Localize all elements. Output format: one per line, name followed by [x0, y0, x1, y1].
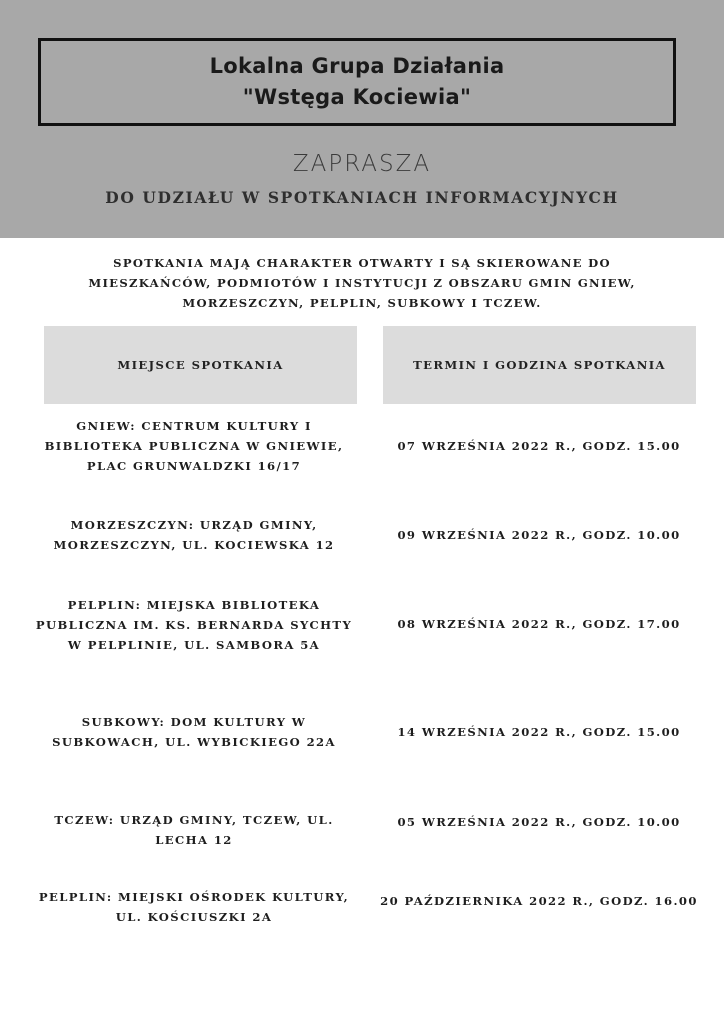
column-header-place: MIEJSCE SPOTKANIA — [44, 326, 357, 404]
title-line-1: Lokalna Grupa Działania — [209, 54, 505, 78]
column-header-term: TERMIN I GODZINA SPOTKANIA — [383, 326, 696, 404]
table-row-place: MORZESZCZYN: URZĄD GMINY, MORZESZCZYN, UL. KOCIEWSKA 12 — [53, 518, 335, 552]
table-row-term: 05 WRZEŚNIA 2022 R., GODZ. 10.00 — [397, 815, 681, 829]
invite-heading: ZAPRASZA — [292, 151, 432, 177]
subtitle: DO UDZIAŁU W SPOTKANIACH INFORMACYJNYCH — [105, 188, 619, 207]
table-row-term: 08 WRZEŚNIA 2022 R., GODZ. 17.00 — [397, 617, 681, 631]
table-row-place: SUBKOWY: DOM KULTURY W SUBKOWACH, UL. WYBICKIEGO 22A — [52, 715, 336, 749]
intro-text: SPOTKANIA MAJĄ CHARAKTER OTWARTY I SĄ SKIEROWANE DO MIESZKAŃCÓW, PODMIOTÓW I INSTYTUCJI Z OBSZARU GMIN GNIEW, MORZESZCZYN, PELPLIN, SUBKOWY I TCZEW. — [88, 256, 636, 310]
table-row-term: 14 WRZEŚNIA 2022 R., GODZ. 15.00 — [397, 725, 681, 739]
table-row-term: 07 WRZEŚNIA 2022 R., GODZ. 15.00 — [397, 439, 681, 453]
table-row-place: PELPLIN: MIEJSKA BIBLIOTEKA PUBLICZNA IM. KS. BERNARDA SYCHTY W PELPLINIE, UL. SAMBORA 5A — [35, 598, 353, 652]
table-row-place: TCZEW: URZĄD GMINY, TCZEW, UL. LECHA 12 — [54, 813, 334, 847]
table-row-place: GNIEW: CENTRUM KULTURY I BIBLIOTEKA PUBLICZNA W GNIEWIE, PLAC GRUNWALDZKI 16/17 — [44, 419, 344, 473]
title-line-2: "Wstęga Kociewia" — [242, 85, 472, 109]
table-row-term: 20 PAŹDZIERNIKA 2022 R., GODZ. 16.00 — [380, 894, 698, 908]
table-row-term: 09 WRZEŚNIA 2022 R., GODZ. 10.00 — [397, 528, 681, 542]
table-row-place: PELPLIN: MIEJSKI OŚRODEK KULTURY, UL. KOŚCIUSZKI 2A — [38, 890, 350, 924]
title-box — [38, 38, 676, 126]
